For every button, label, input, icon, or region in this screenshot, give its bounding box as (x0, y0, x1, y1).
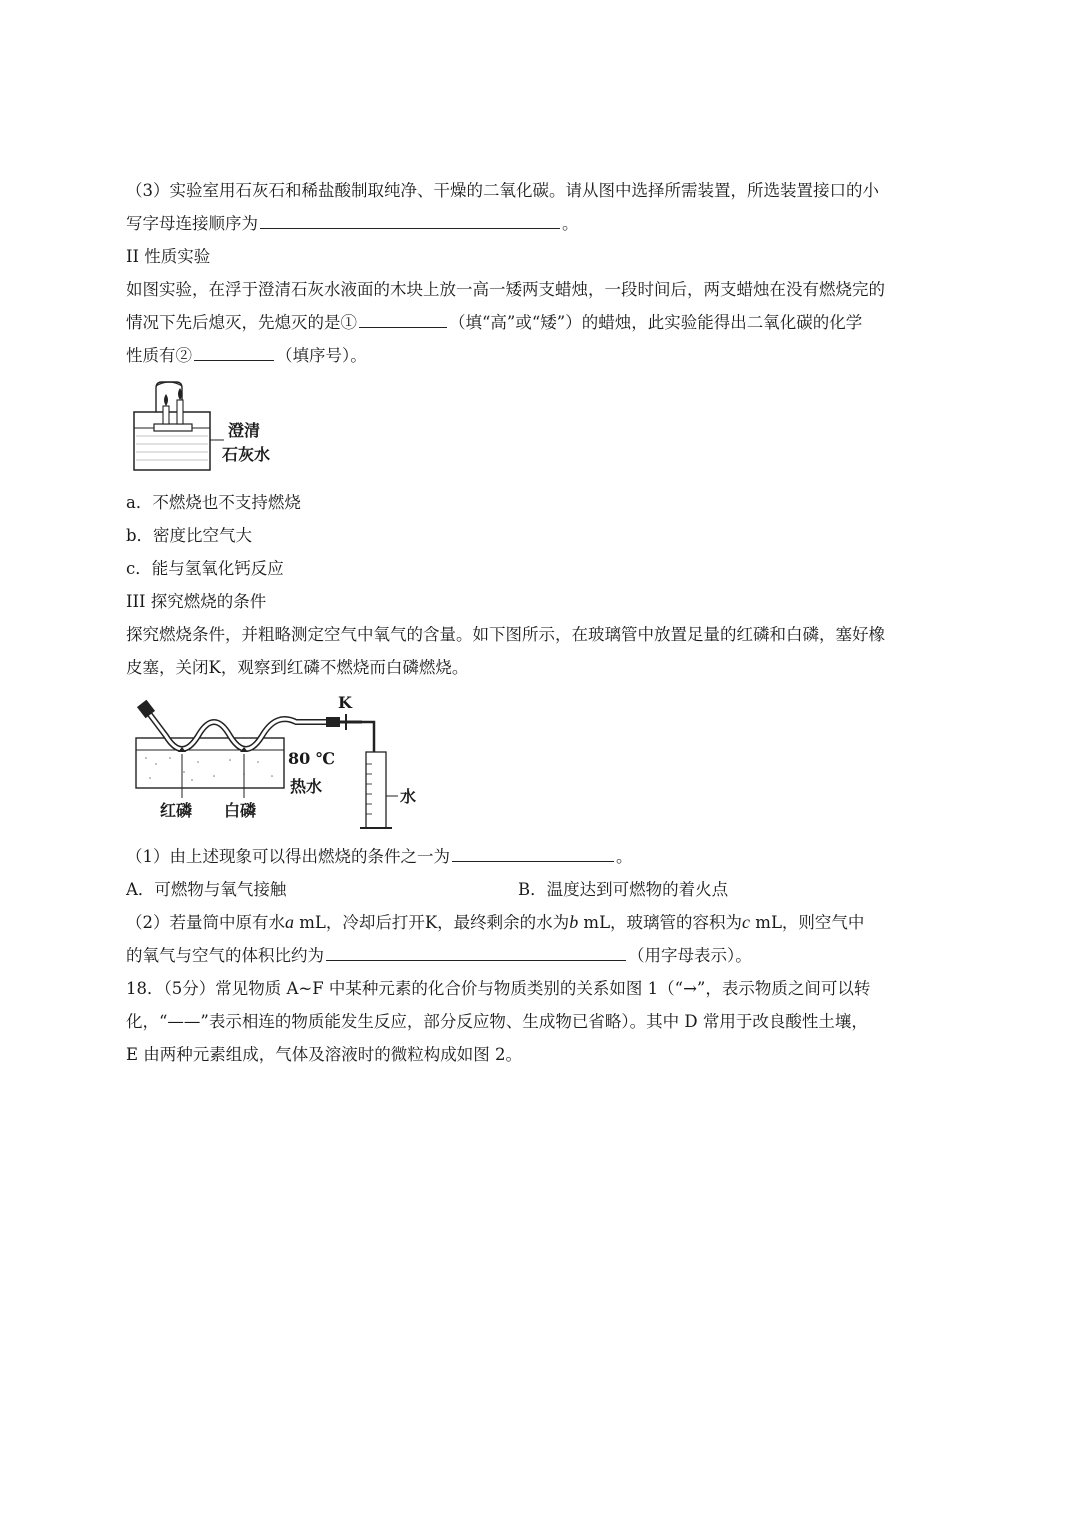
option-c: c．能与氢氧化钙反应 (126, 559, 284, 578)
q1-line (126, 840, 952, 873)
section2-p2b: （填“高”或“矮”）的蜡烛，此实验能得出二氧化碳的化学 (449, 313, 863, 332)
answer-blank-q1[interactable] (452, 841, 614, 862)
section2-p2a: 情况下先后熄灭，先熄灭的是① (126, 313, 357, 332)
q18-line3: E 由两种元素组成，气体及溶液时的微粒构成如图 2。 (126, 1045, 523, 1064)
section3-title: III 探究燃烧的条件 (126, 592, 267, 611)
answer-blank-1[interactable] (359, 307, 447, 328)
q1-option-b: B．温度达到可燃物的着火点 (518, 880, 729, 899)
section3-p1: 探究燃烧条件，并粗略测定空气中氧气的含量。如下图所示，在玻璃管中放置足量的红磷和白磷，塞好橡 (126, 625, 885, 644)
q3-line2 (126, 207, 952, 240)
section2-p3b: （填序号）。 (276, 346, 367, 365)
candle-diagram (126, 376, 326, 486)
section2-p3 (126, 339, 952, 372)
q2-line1 (126, 906, 952, 939)
label-limewater: 石灰水 (222, 445, 271, 464)
section2-title: II 性质实验 (126, 247, 211, 266)
answer-blank-q3[interactable] (260, 208, 560, 229)
section2-p3a: 性质有② (126, 346, 192, 365)
page-content (126, 174, 952, 1071)
q3-prompt: 写字母连接顺序为 (126, 214, 258, 233)
q2-line2 (126, 939, 952, 972)
var-b: b (569, 912, 579, 932)
label-water: 水 (400, 787, 417, 806)
var-a: a (285, 912, 294, 932)
candle-figure (126, 376, 952, 486)
option-b: b．密度比空气大 (126, 526, 253, 545)
q1-option-a: A．可燃物与氧气接触 (126, 880, 287, 899)
q1-prompt: （1）由上述现象可以得出燃烧的条件之一为 (126, 847, 450, 866)
section2-p1: 如图实验，在浮于澄清石灰水液面的木块上放一高一矮两支蜡烛，一段时间后，两支蜡烛在没有燃烧完的 (126, 280, 885, 299)
q2-part3: mL，玻璃管的容积为 (578, 913, 743, 932)
q3-end: 。 (562, 214, 579, 233)
q3-line1: （3）实验室用石灰石和稀盐酸制取纯净、干燥的二氧化碳。请从图中选择所需装置，所选装置接口的小 (126, 181, 879, 200)
q2-part5: 的氧气与空气的体积比约为 (126, 946, 324, 965)
q18-line2: 化，“——”表示相连的物质能发生反应，部分反应物、生成物已省略）。其中 D 常用于改良酸性土壤， (126, 1012, 868, 1031)
answer-blank-2[interactable] (194, 340, 274, 361)
label-white-phosphorus: 白磷 (224, 801, 257, 820)
q18-line1: 18．（5分）常见物质 A~F 中某种元素的化合价与物质类别的关系如图 1（“→”，表示物质之间可以转 (126, 979, 871, 998)
q2-part4: mL，则空气中 (750, 913, 865, 932)
q2-part2: mL，冷却后打开K，最终剩余的水为 (294, 913, 570, 932)
label-red-phosphorus: 红磷 (160, 801, 193, 820)
label-k: K (338, 693, 352, 712)
option-a: a．不燃烧也不支持燃烧 (126, 493, 301, 512)
combustion-diagram (126, 692, 446, 840)
section3-p2: 皮塞，关闭K，观察到红磷不燃烧而白磷燃烧。 (126, 658, 469, 677)
label-hot-water: 热水 (290, 777, 323, 796)
answer-blank-q2[interactable] (326, 940, 626, 961)
q2-part1: （2）若量筒中原有水 (126, 913, 285, 932)
label-temp: 80 ℃ (288, 749, 336, 768)
label-clear: 澄清 (228, 421, 261, 440)
q2-part6: （用字母表示）。 (628, 946, 752, 965)
q1-end: 。 (616, 847, 633, 866)
section2-p2 (126, 306, 952, 339)
q1-options (126, 873, 952, 906)
var-c: c (742, 912, 751, 932)
combustion-figure (126, 692, 952, 840)
